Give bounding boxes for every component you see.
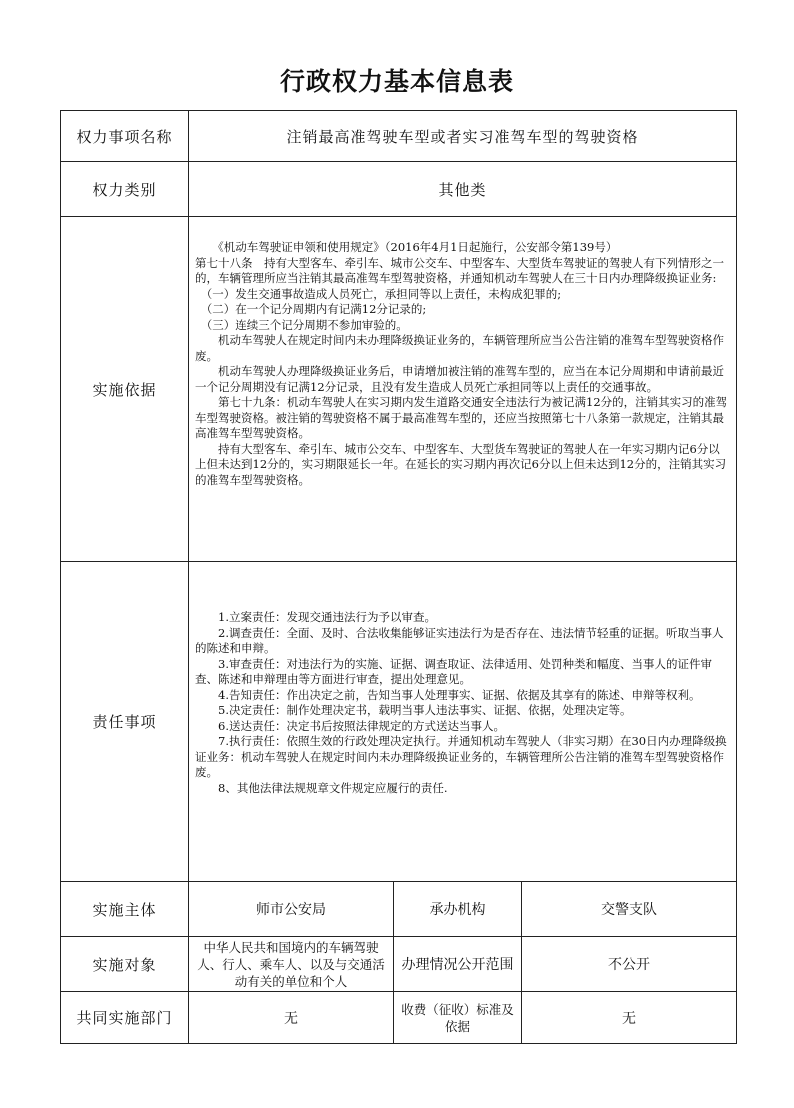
disclosure-scope-value: 不公开 (522, 937, 737, 992)
duty-item: 1.立案责任：发现交通违法行为予以审查。 (195, 610, 436, 624)
joint-dept-label: 共同实施部门 (61, 992, 189, 1044)
basis-paragraph: 机动车驾驶人办理降级换证业务后，申请增加被注销的准驾车型的，应当在本记分周期和申请前最近一个记分周期没有记满12分记录，且没有发生造成人员死亡承担同等以上责任的交通事故。 (195, 364, 724, 394)
handling-agency-label: 承办机构 (394, 882, 522, 937)
basis-paragraph: （三）连续三个记分周期不参加审验的。 (195, 317, 408, 332)
duty-item: 5.决定责任：制作处理决定书，载明当事人违法事实、证据、依据，处理决定等。 (195, 703, 632, 717)
row-power-name (61, 111, 737, 162)
row-basis (61, 217, 737, 562)
row-target (61, 937, 737, 992)
power-category-label: 权力类别 (61, 162, 189, 217)
power-category-value: 其他类 (189, 162, 737, 217)
duties-label: 责任事项 (61, 562, 189, 882)
row-joint (61, 992, 737, 1044)
basis-paragraph: 持有大型客车、牵引车、城市公交车、中型客车、大型货车驾驶证的驾驶人在一年实习期内记6分以上但未达到12分的，实习期限延长一年。在延长的实习期内再次记6分以上但未达到12分的，注销其实习的准驾车型驾驶资格。 (195, 441, 727, 487)
duty-item: 4.告知责任：作出决定之前，告知当事人处理事实、证据、依据及其享有的陈述、申辩等权利。 (195, 687, 701, 702)
basis-paragraph: 第七十九条：机动车驾驶人在实习期内发生道路交通安全违法行为被记满12分的，注销其实习的准驾车型驾驶资格。被注销的驾驶资格不属于最高准驾车型的，还应当按照第七十八条第一款规定，注销其最高准驾车型驾驶资格。 (195, 395, 728, 440)
fee-standard-label: 收费（征收）标准及依据 (394, 992, 522, 1044)
basis-label: 实施依据 (61, 217, 189, 562)
duty-item: 7.执行责任：依照生效的行政处理决定执行。并通知机动车驾驶人（非实习期）在30日内办理降级换证业务：机动车驾驶人在规定时间内未办理降级换证业务的，车辆管理所公告注销的准驾车型驾驶资格作废。 (195, 734, 727, 779)
duty-item: 3.审查责任：对违法行为的实施、证据、调查取证、法律适用、处罚种类和幅度、当事人的证件审查、陈述和申辩理由等方面进行审查，提出处理意见。 (195, 656, 712, 686)
row-power-category (61, 162, 737, 217)
row-duties (61, 562, 737, 882)
page-title: 行政权力基本信息表 (279, 67, 514, 96)
duty-item: 6.送达责任：决定书后按照法律规定的方式送达当事人。 (195, 718, 505, 733)
basis-paragraph: 第七十八条 持有大型客车、牵引车、城市公交车、中型客车、大型货车驾驶证的驾驶人有下列情形之一的，车辆管理所应当注销其最高准驾车型驾驶资格，并通知机动车驾驶人在三十日内办理降级换证业务: (195, 255, 724, 285)
power-name-value: 注销最高准驾驶车型或者实习准驾车型的驾驶资格 (189, 111, 737, 162)
info-table (60, 110, 737, 1044)
duty-item: 8、其他法律法规规章文件规定应履行的责任. (195, 780, 448, 795)
basis-paragraph: 《机动车驾驶证申领和使用规定》（2016年4月1日起施行，公安部令第139号） (195, 240, 618, 254)
fee-standard-value: 无 (522, 992, 737, 1044)
basis-paragraph: （二）在一个记分周期内有记满12分记录的; (195, 302, 427, 316)
row-subject (61, 882, 737, 937)
duty-item: 2.调查责任：全面、及时、合法收集能够证实违法行为是否存在、违法情节轻重的证据。听取当事人的陈述和申辩。 (195, 625, 724, 655)
disclosure-scope-label: 办理情况公开范围 (394, 937, 522, 992)
basis-paragraph: （一）发生交通事故造成人员死亡，承担同等以上责任，未构成犯罪的; (195, 286, 562, 301)
duties-content (189, 562, 737, 882)
power-name-label: 权力事项名称 (61, 111, 189, 162)
subject-value: 师市公安局 (189, 882, 394, 937)
target-value: 中华人民共和国境内的车辆驾驶人、行人、乘车人、以及与交通活动有关的单位和个人 (189, 937, 394, 992)
handling-agency-value: 交警支队 (522, 882, 737, 937)
subject-label: 实施主体 (61, 882, 189, 937)
basis-content (189, 217, 737, 562)
basis-paragraph: 机动车驾驶人在规定时间内未办理降级换证业务的，车辆管理所应当公告注销的准驾车型驾驶资格作废。 (195, 333, 724, 363)
joint-dept-value: 无 (189, 992, 394, 1044)
target-label: 实施对象 (61, 937, 189, 992)
